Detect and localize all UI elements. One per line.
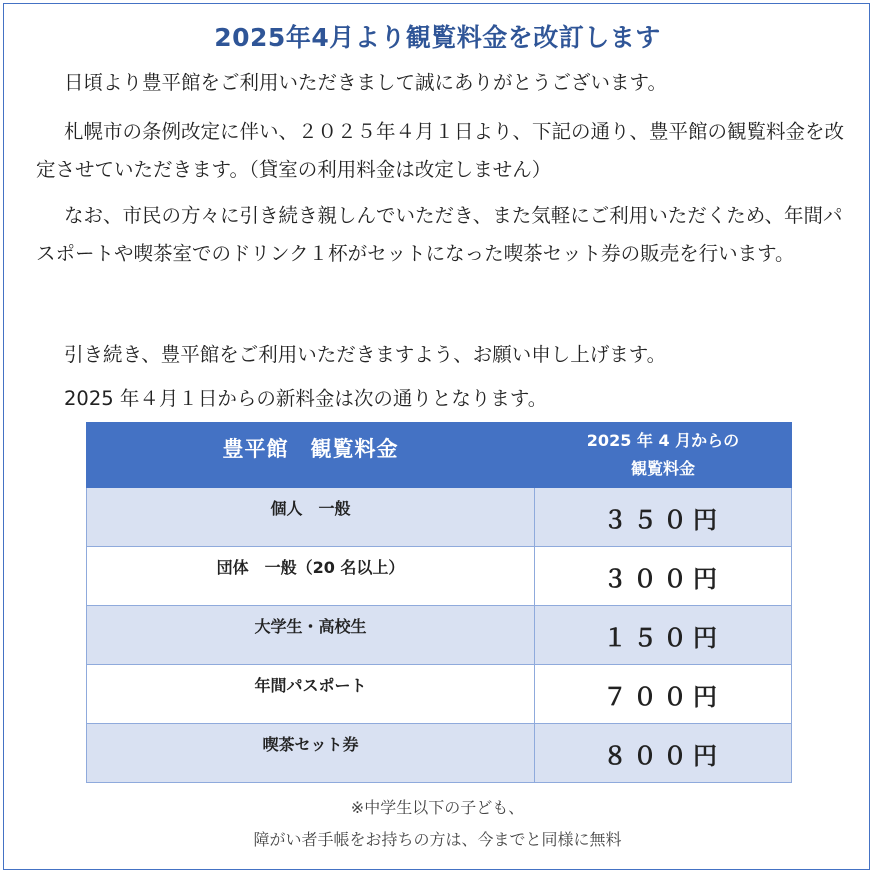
table-row — [87, 665, 792, 724]
row-price: ８００円 — [535, 724, 792, 783]
paragraph-request: 引き続き、豊平館をご利用いただきますよう、お願い申し上げます。 — [64, 343, 667, 366]
row-category: 年間パスポート — [87, 665, 535, 724]
table-row — [87, 606, 792, 665]
footnote-line-2: 障がい者手帳をお持ちの方は、今までと同様に無料 — [253, 830, 622, 849]
table-row — [87, 547, 792, 606]
footnote-line-1: ※中学生以下の子ども、 — [350, 798, 525, 817]
table-row — [87, 488, 792, 547]
paragraph-greeting: 日頃より豊平館をご利用いただきまして誠にありがとうございます。 — [64, 71, 667, 94]
row-price: １５０円 — [535, 606, 792, 665]
paragraph-new-products: なお、市民の方々に引き続き親しんでいただき、また気軽にご利用いただくため、年間パスポートや喫茶室でのドリンク１杯がセットになった喫茶セット券の販売を行います。 — [36, 204, 843, 265]
row-category: 団体 一般（20 名以上） — [87, 547, 535, 606]
header-price: 2025 年 4 月からの 観覧料金 — [535, 423, 792, 488]
paragraph-new-fee-intro: 2025 年４月１日からの新料金は次の通りとなります。 — [64, 387, 548, 410]
row-category: 喫茶セット券 — [87, 724, 535, 783]
row-price: ７００円 — [535, 665, 792, 724]
paragraph-revision: 札幌市の条例改定に伴い、２０２５年４月１日より、下記の通り、豊平館の観覧料金を改定させていただきます。（貸室の利用料金は改定しません） — [36, 120, 845, 181]
row-category: 個人 一般 — [87, 488, 535, 547]
page-title: 2025年4月より観覧料金を改訂します — [214, 23, 661, 52]
header-category: 豊平館 観覧料金 — [87, 423, 535, 488]
row-price: ３００円 — [535, 547, 792, 606]
row-category: 大学生・高校生 — [87, 606, 535, 665]
fee-table-header — [87, 423, 792, 488]
fee-table — [86, 422, 792, 783]
row-price: ３５０円 — [535, 488, 792, 547]
table-row — [87, 724, 792, 783]
